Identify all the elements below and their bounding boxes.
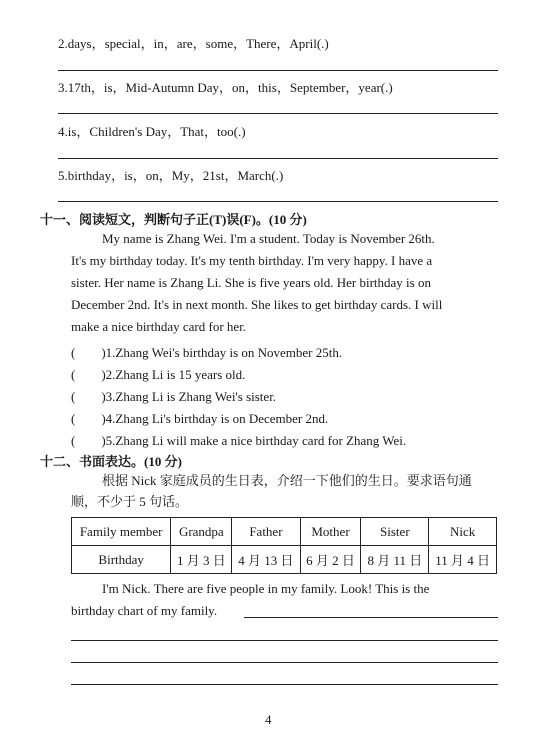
instruction-line: 顺，不少于 5 句话。 bbox=[71, 494, 189, 509]
question-3: 3.17th，is，Mid-Autumn Day，on，this，September，year(.) bbox=[58, 80, 393, 95]
statement-2[interactable]: ( )2.Zhang Li is 15 years old. bbox=[71, 367, 246, 382]
essay-line: I'm Nick. There are five people in my family. Look! This is the bbox=[102, 581, 430, 596]
answer-line[interactable] bbox=[58, 158, 498, 159]
writing-line[interactable] bbox=[71, 640, 498, 641]
writing-line[interactable] bbox=[244, 617, 498, 618]
statement-3[interactable]: ( )3.Zhang Li is Zhang Wei's sister. bbox=[71, 389, 277, 404]
question-5: 5.birthday，is，on，My，21st，March(.) bbox=[58, 168, 284, 183]
table-cell: 11 月 4 日 bbox=[429, 546, 497, 574]
header-cell: Grandpa bbox=[171, 518, 232, 546]
birthday-table bbox=[71, 517, 497, 574]
table-cell: 8 月 11 日 bbox=[361, 546, 429, 574]
instruction-line: 根据 Nick 家庭成员的生日表，介绍一下他们的生日。要求语句通 bbox=[102, 473, 472, 488]
row-label: Birthday bbox=[72, 546, 171, 574]
passage-line: make a nice birthday card for her. bbox=[71, 319, 247, 334]
table-cell: 6 月 2 日 bbox=[300, 546, 361, 574]
section-12-title: 十二、书面表达。(10 分) bbox=[40, 454, 182, 469]
table-row bbox=[72, 546, 497, 574]
passage-line: It's my birthday today. It's my tenth birthday. I'm very happy. I have a bbox=[71, 253, 433, 268]
statement-5[interactable]: ( )5.Zhang Li will make a nice birthday card for Zhang Wei. bbox=[71, 433, 407, 448]
essay-line: birthday chart of my family. bbox=[71, 603, 218, 618]
header-cell: Mother bbox=[300, 518, 361, 546]
header-cell: Father bbox=[232, 518, 300, 546]
statement-1[interactable]: ( )1.Zhang Wei's birthday is on November 25th. bbox=[71, 345, 343, 360]
answer-line[interactable] bbox=[58, 113, 498, 114]
header-cell: Nick bbox=[429, 518, 497, 546]
answer-line[interactable] bbox=[58, 201, 498, 202]
page-number: 4 bbox=[265, 712, 272, 727]
section-11-title: 十一、阅读短文，判断句子正(T)误(F)。(10 分) bbox=[40, 212, 307, 227]
question-4: 4.is，Children's Day，That，too(.) bbox=[58, 124, 246, 139]
statement-4[interactable]: ( )4.Zhang Li's birthday is on December 2nd. bbox=[71, 411, 329, 426]
writing-line[interactable] bbox=[71, 684, 498, 685]
answer-line[interactable] bbox=[58, 70, 498, 71]
header-cell: Sister bbox=[361, 518, 429, 546]
table-cell: 1 月 3 日 bbox=[171, 546, 232, 574]
passage-line: December 2nd. It's in next month. She likes to get birthday cards. I will bbox=[71, 297, 443, 312]
passage-line: My name is Zhang Wei. I'm a student. Today is November 26th. bbox=[102, 231, 435, 246]
writing-line[interactable] bbox=[71, 662, 498, 663]
header-cell: Family member bbox=[72, 518, 171, 546]
table-header-row bbox=[72, 518, 497, 546]
question-2: 2.days，special，in，are，some，There，April(.) bbox=[58, 36, 329, 51]
passage-line: sister. Her name is Zhang Li. She is five years old. Her birthday is on bbox=[71, 275, 431, 290]
table-cell: 4 月 13 日 bbox=[232, 546, 300, 574]
